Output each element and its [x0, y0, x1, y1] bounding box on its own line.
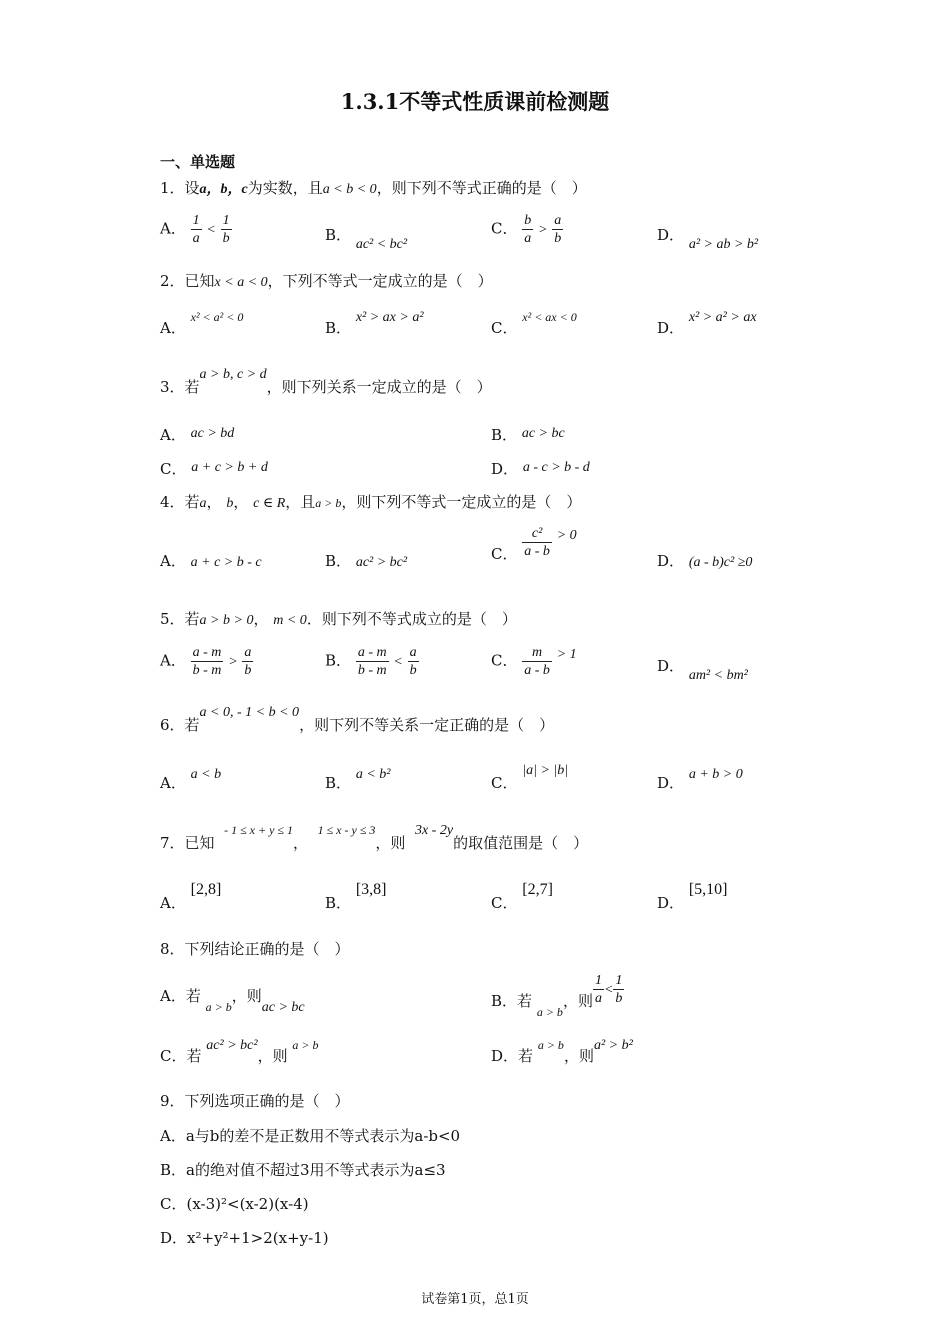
- question-4-option-b: B． ac² > bc²: [325, 552, 408, 570]
- question-5-option-c: C． $\frac{m}{a - b}$ > 1: [491, 645, 577, 678]
- question-1-option-a: A． $\frac{1}{a}$ < $\frac{1}{b}$: [160, 213, 230, 246]
- page-footer: 试卷第1页，总1页: [421, 1292, 529, 1307]
- question-1-stem: 1．设a，b，c为实数，且a < b < 0，则下列不等式正确的是（ ）: [160, 179, 587, 197]
- question-6-stem: 6．若a < 0, - 1 < b < 0，则下列不等关系一定正确的是（ ）: [160, 705, 555, 734]
- question-4-stem: 4．若a， b， c ∈ R，且a > b，则下列不等式一定成立的是（ ）: [160, 493, 582, 511]
- question-3-option-c: C． a + c > b + d: [160, 460, 268, 478]
- question-6-option-b: B． a < b²: [325, 767, 391, 792]
- question-2-option-a: A． x² < a² < 0: [160, 310, 244, 337]
- question-1-option-c: C． $\frac{b}{a}$ > $\frac{a}{b}$: [491, 213, 562, 246]
- question-2-option-b: B． x² > ax > a²: [325, 310, 424, 337]
- question-8-option-b: B．若 $_{a > b}$，则 $\frac{1}{a}$ < $\frac{1}{b}$: [491, 973, 623, 1019]
- question-9-option-b: B．a的绝对值不超过3用不等式表示为a≤3: [160, 1161, 446, 1179]
- question-7-option-c: C． [2,7]: [491, 881, 553, 912]
- page-title: 1.3.1不等式性质课前检测题: [340, 89, 610, 114]
- question-7-option-a: A． [2,8]: [160, 881, 222, 912]
- question-1-option-b: B． ac² < bc²: [325, 226, 408, 252]
- question-7-option-d: D． [5,10]: [657, 881, 728, 912]
- question-9-option-d: D．x²+y²+1>2(x+y-1): [160, 1229, 329, 1247]
- question-5-option-d: D． am² < bm²: [657, 657, 748, 683]
- question-8-option-a: A．若 $_{a > b}$，则ac > bc: [160, 987, 305, 1015]
- question-8-option-d: D．若 a > b，则a² > b²: [491, 1038, 633, 1065]
- question-6-option-c: C． |a| > |b|: [491, 763, 569, 792]
- question-9-stem: 9．下列选项正确的是（ ）: [160, 1092, 350, 1110]
- question-3-stem: 3．若a > b, c > d，则下列关系一定成立的是（ ）: [160, 367, 492, 396]
- question-5-stem: 5．若a > b > 0， m < 0．则下列不等式成立的是（ ）: [160, 610, 517, 628]
- question-1-option-d: D． a² > ab > b²: [657, 226, 759, 252]
- question-2-option-d: D． x² > a² > ax: [657, 310, 757, 337]
- question-7-option-b: B． [3,8]: [325, 881, 387, 912]
- question-2-stem: 2．已知x < a < 0，下列不等式一定成立的是（ ）: [160, 272, 493, 290]
- question-5-option-a: A． $\frac{a - m}{b - m}$ > $\frac{a}{b}$: [160, 645, 252, 678]
- question-4-option-d: D． (a - b)c² ≥0: [657, 552, 753, 570]
- section-heading: 一、单选题: [160, 153, 236, 171]
- question-8-stem: 8．下列结论正确的是（ ）: [160, 940, 350, 958]
- question-6-option-d: D． a + b > 0: [657, 767, 743, 792]
- question-6-option-a: A． a < b: [160, 767, 222, 792]
- question-7-stem: 7．已知 - 1 ≤ x + y ≤ 1， 1 ≤ x - y ≤ 3，则 3x - 2y的取值范围是（ ）: [160, 823, 589, 852]
- question-3-option-d: D． a - c > b - d: [491, 460, 590, 478]
- question-3-option-a: A． ac > bd: [160, 426, 235, 444]
- question-2-option-c: C． x² < ax < 0: [491, 310, 577, 337]
- question-8-option-c: C．若 ac² > bc²，则 a > b: [160, 1038, 319, 1065]
- question-3-option-b: B． ac > bc: [491, 426, 565, 444]
- question-5-option-b: B． $\frac{a - m}{b - m}$ < $\frac{a}{b}$: [325, 645, 417, 678]
- question-4-option-a: A． a + c > b - c: [160, 552, 262, 570]
- question-4-option-c: C． $\frac{\text{c²}}{a - b}$ > 0: [491, 526, 577, 563]
- question-9-option-a: A．a与b的差不是正数用不等式表示为a-b<0: [160, 1127, 461, 1145]
- question-9-option-c: C．(x-3)²<(x-2)(x-4): [160, 1195, 309, 1213]
